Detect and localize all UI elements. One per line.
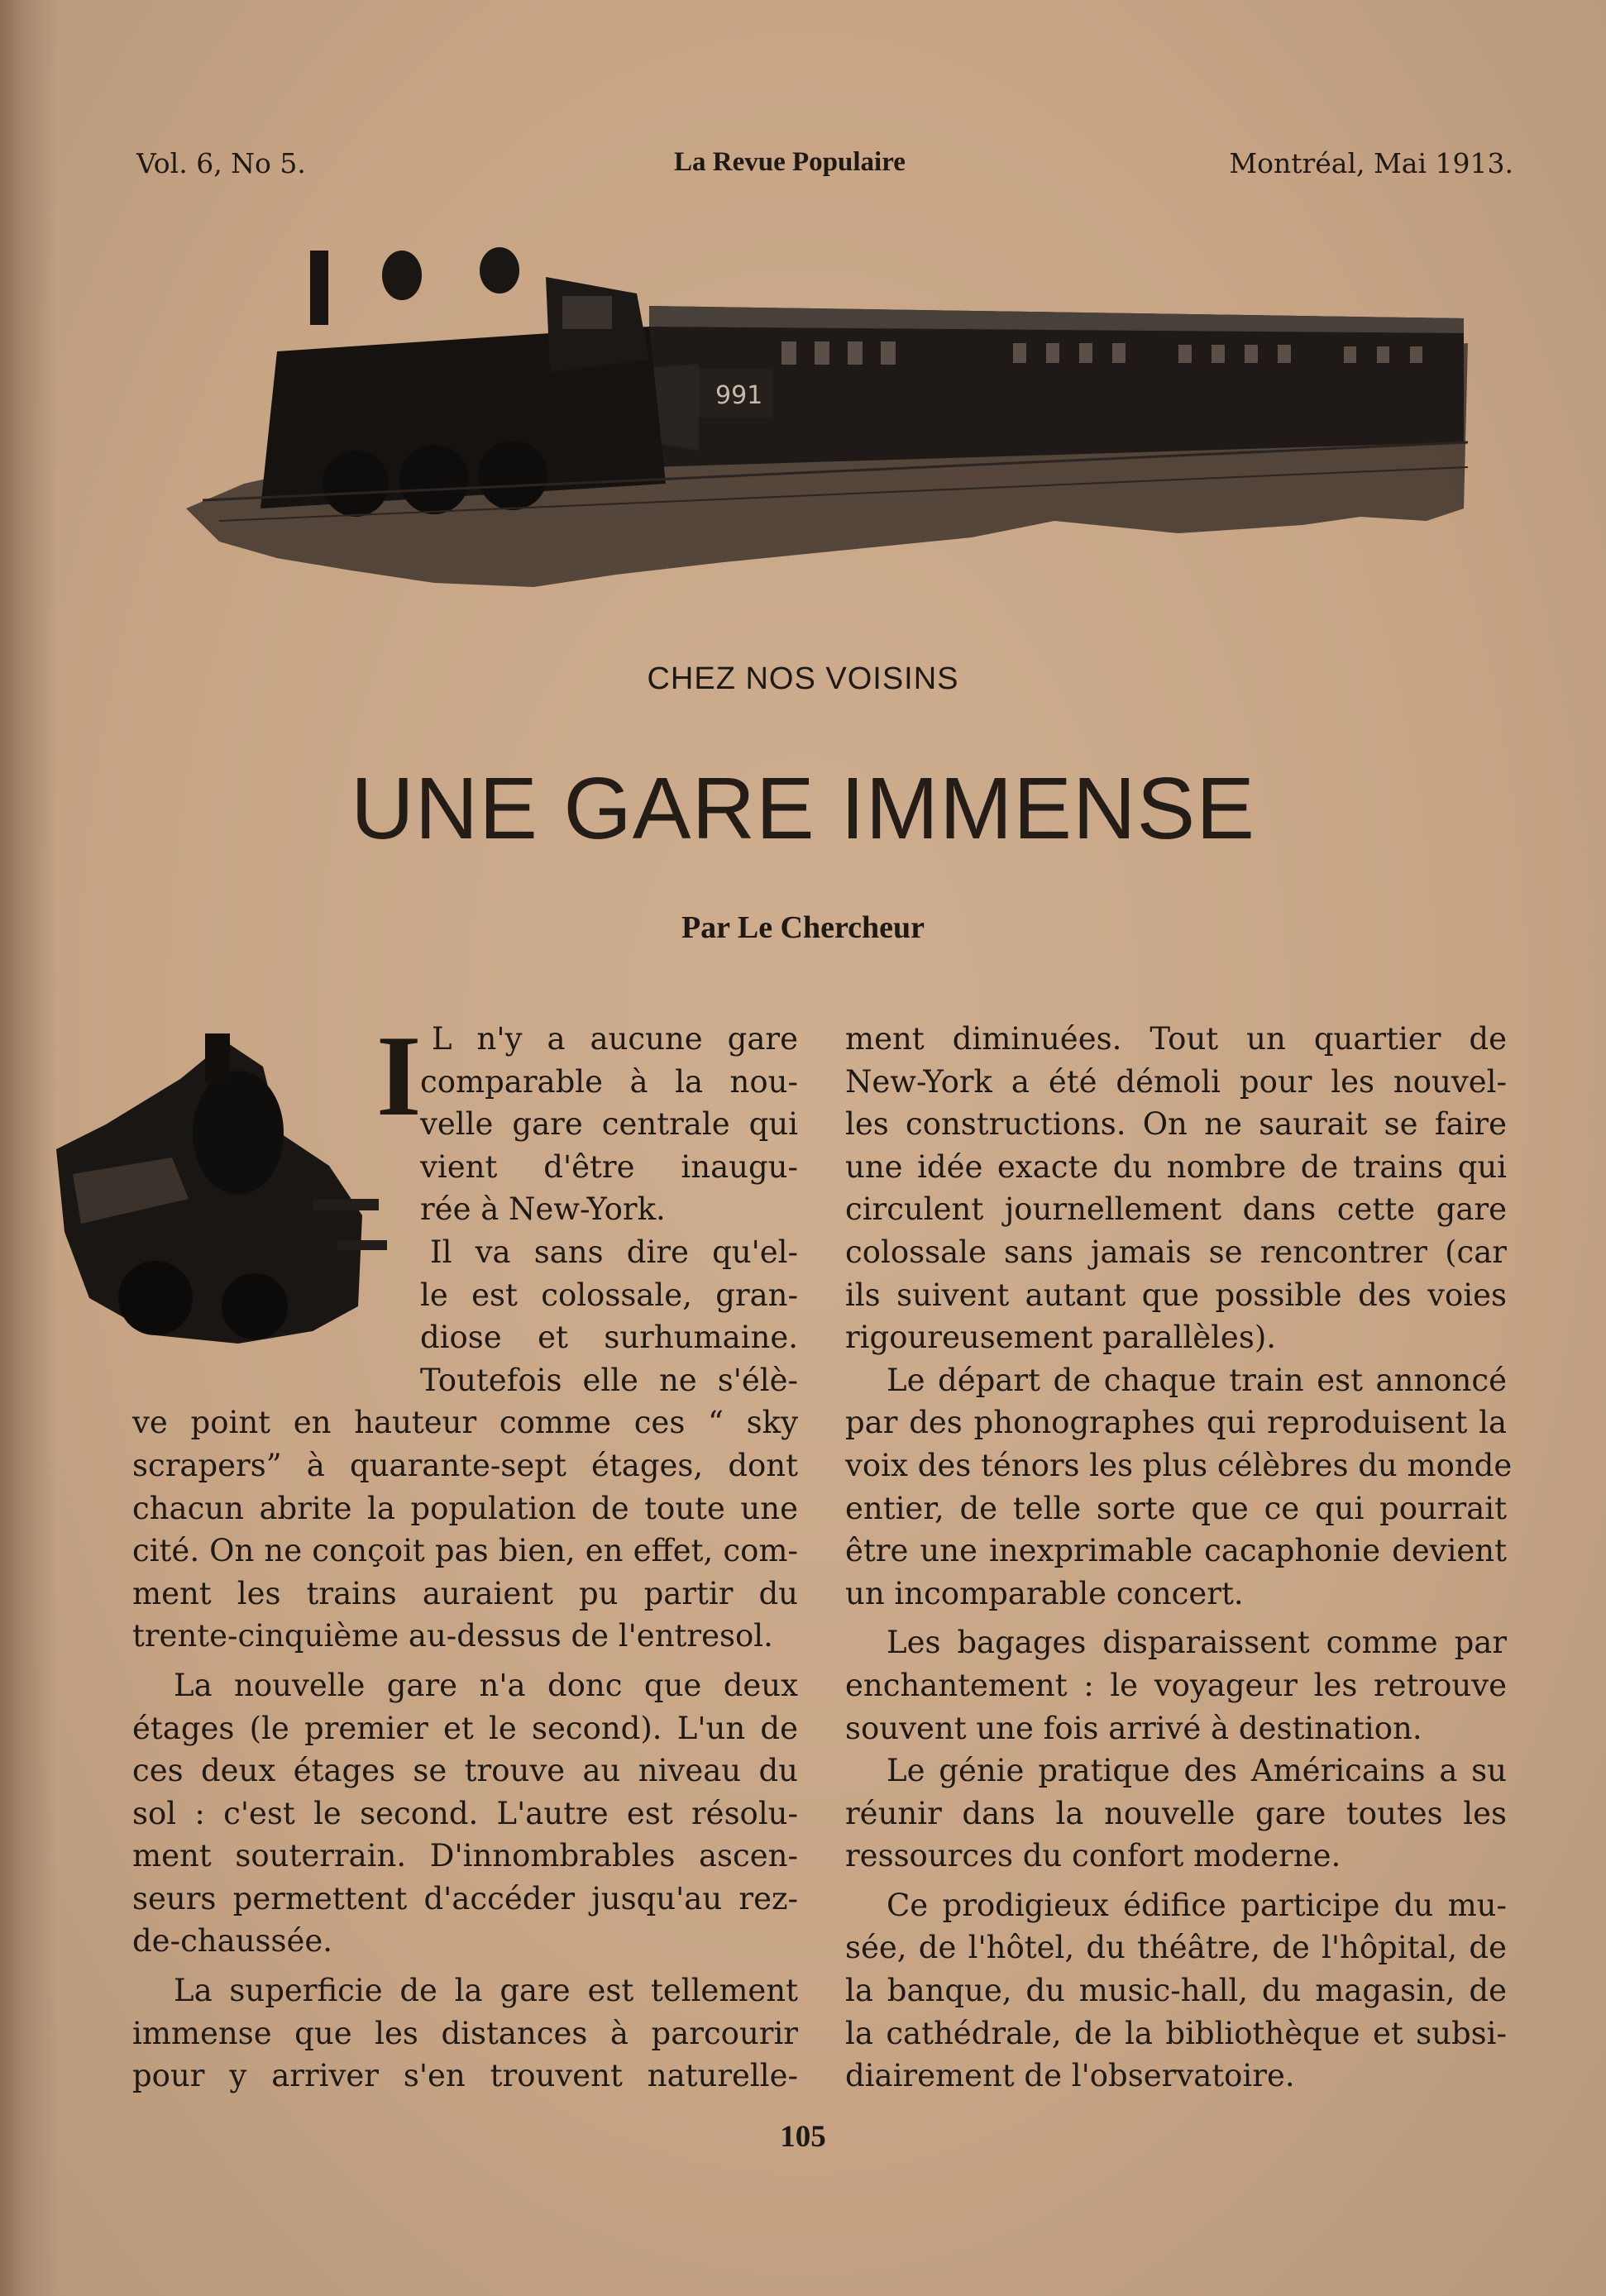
text-line: ment souterrain. D'innombrables ascen- xyxy=(132,1838,798,1874)
text-line: Toutefois elle ne s'élè- xyxy=(420,1362,798,1398)
text-line: voix des ténors les plus célèbres du monde xyxy=(845,1447,1513,1483)
section-label: CHEZ NOS VOISINS xyxy=(647,661,959,696)
text-line: une idée exacte du nombre de trains qui xyxy=(845,1148,1507,1185)
text-line: comparable à la nou- xyxy=(420,1063,798,1100)
text-line: ces deux étages se trouve au niveau du xyxy=(132,1753,798,1789)
article-title: UNE GARE IMMENSE xyxy=(351,760,1255,857)
page-number: 105 xyxy=(780,2120,826,2154)
engine-number: 991 xyxy=(715,381,763,410)
text-line: rigoureusement parallèles). xyxy=(845,1320,1277,1356)
text-line: circulent journellement dans cette gare xyxy=(845,1191,1507,1228)
text-line: New-York a été démoli pour les nouvel- xyxy=(845,1063,1507,1100)
text-line: immense que les distances à parcourir xyxy=(132,2015,798,2051)
text-line: ve point en hauteur comme ces “ sky xyxy=(132,1405,798,1441)
article-column-right xyxy=(845,1018,1513,2098)
text-line: de-chaussée. xyxy=(132,1923,333,1959)
text-line: sée, de l'hôtel, du théâtre, de l'hôpital, de xyxy=(845,1930,1507,1966)
text-line: cité. On ne conçoit pas bien, en effet, com- xyxy=(132,1533,798,1569)
text-line: entier, de telle sorte que ce qui pourrait xyxy=(845,1490,1507,1526)
train-illustration xyxy=(186,236,1468,599)
text-line: être une inexprimable cacaphonie devient xyxy=(845,1533,1507,1569)
text-line: sol : c'est le second. L'autre est résolu- xyxy=(132,1795,798,1831)
text-line: scrapers” à quarante-sept étages, dont xyxy=(132,1447,798,1483)
text-line: colossale sans jamais se rencontrer (car xyxy=(845,1234,1507,1270)
text-line: souvent une fois arrivé à destination. xyxy=(845,1710,1422,1746)
drop-cap: I xyxy=(376,1012,422,1140)
text-line: la banque, du music-hall, du magasin, de xyxy=(845,1973,1507,2009)
text-line: étages (le premier et le second). L'un de xyxy=(132,1710,798,1746)
text-line: Ce prodigieux édifice participe du mu- xyxy=(887,1887,1507,1923)
text-line: rée à New-York. xyxy=(420,1191,666,1228)
text-line: pour y arriver s'en trouvent naturelle- xyxy=(132,2058,798,2094)
text-line: le est colossale, gran- xyxy=(420,1277,798,1313)
running-header xyxy=(136,147,1513,189)
page-gutter-shadow xyxy=(0,0,58,2296)
text-line: L n'y a aucune gare xyxy=(432,1021,798,1057)
text-line: réunir dans la nouvelle gare toutes les xyxy=(845,1795,1507,1831)
article-column-left xyxy=(132,1012,798,2098)
text-line: seurs permettent d'accéder jusqu'au rez- xyxy=(132,1880,798,1917)
text-line: les constructions. On ne saurait se faire xyxy=(845,1106,1507,1143)
text-line: ment diminuées. Tout un quartier de xyxy=(845,1021,1507,1057)
text-line: Les bagages disparaissent comme par xyxy=(887,1625,1507,1661)
text-line: velle gare centrale qui xyxy=(420,1106,798,1143)
text-line: vient d'être inaugu- xyxy=(420,1148,798,1185)
text-line: La superficie de la gare est tellement xyxy=(174,1973,798,2009)
text-line: La nouvelle gare n'a donc que deux xyxy=(174,1667,798,1703)
text-line: enchantement : le voyageur les retrouve xyxy=(845,1667,1507,1703)
text-line: Il va sans dire qu'el- xyxy=(430,1234,798,1270)
text-line: diose et surhumaine. xyxy=(420,1320,798,1356)
text-line: ressources du confort moderne. xyxy=(845,1838,1341,1874)
text-line: diairement de l'observatoire. xyxy=(845,2058,1295,2094)
text-line: trente-cinquième au-dessus de l'entresol. xyxy=(132,1618,773,1654)
text-line: ment les trains auraient pu partir du xyxy=(132,1575,798,1611)
text-line: un incomparable concert. xyxy=(845,1575,1244,1611)
text-line: ils suivent autant que possible des voies xyxy=(845,1277,1507,1313)
text-line: Le départ de chaque train est annoncé xyxy=(887,1362,1507,1398)
text-line: par des phonographes qui reproduisent la xyxy=(845,1405,1507,1441)
text-line: la cathédrale, de la bibliothèque et subsi- xyxy=(845,2015,1507,2051)
text-line: Le génie pratique des Américains a su xyxy=(887,1753,1507,1789)
volume-number: Vol. 6, No 5. xyxy=(136,147,306,179)
magazine-title: La Revue Populaire xyxy=(674,147,906,177)
byline: Par Le Chercheur xyxy=(681,910,925,945)
text-line: chacun abrite la population de toute une xyxy=(132,1490,798,1526)
dateline: Montréal, Mai 1913. xyxy=(1229,147,1513,179)
